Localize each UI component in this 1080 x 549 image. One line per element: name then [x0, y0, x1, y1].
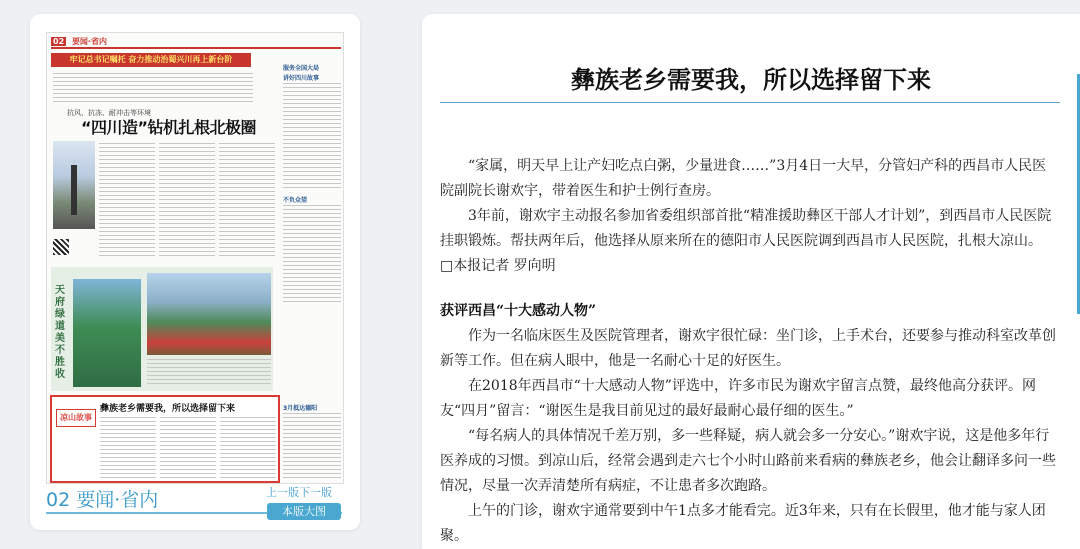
thumbnail-text-column — [99, 143, 155, 259]
thumbnail-right-head: 3月抵达德阳 — [283, 405, 318, 412]
thumbnail-masthead — [51, 35, 341, 49]
article-paragraph: 3年前，谢欢宇主动报名参加省委组织部首批“精准援助彝区干部人才计划”，到西昌市人民医院挂职锻炼。帮扶两年后，他选择从原来所在的德阳市人民医院调到西昌市人民医院，扎根大凉山。 — [440, 208, 1052, 249]
thumbnail-headline: “四川造”钻机扎根北极圈 — [81, 118, 257, 137]
thumbnail-text-column — [283, 83, 341, 189]
thumbnail-banner: 牢记总书记嘱托 奋力推动治蜀兴川再上新台阶 — [51, 53, 251, 67]
article-byline: □本报记者 罗向明 — [440, 258, 556, 274]
thumbnail-text-column — [283, 205, 341, 305]
article-paragraph: 作为一名临床医生及医院管理者，谢欢宇很忙碌：坐门诊，上手术台，还要参与推动科室改革创新等工作。但在病人眼中，他是一名耐心十足的好医生。 — [440, 328, 1056, 369]
thumbnail-subhead: 抗风、抗冻、耐冲击等环境 — [67, 109, 151, 117]
full-page-image-button[interactable]: 本版大图 — [267, 503, 341, 520]
thumbnail-text-column — [159, 143, 215, 259]
thumbnail-text-column — [147, 359, 271, 387]
thumbnail-section-name: 要闻·省内 — [71, 37, 107, 46]
article-paragraph: “家属，明天早上让产妇吃点白粥，少量进食……”3月4日一大早，分管妇产科的西昌市人民医院副院长谢欢宇，带着医生和护士例行查房。 — [440, 158, 1047, 199]
article-body — [440, 154, 1060, 549]
thumbnail-text-column — [53, 73, 253, 103]
article-title: 彝族老乡需要我，所以选择留下来 — [571, 66, 931, 94]
thumbnail-column-logo: 凉山故事 — [56, 409, 96, 427]
thumbnail-right-head: 不负众望 — [283, 197, 308, 204]
title-divider — [440, 102, 1060, 103]
thumbnail-right-head: 讲好四川故事 — [283, 75, 320, 82]
article-panel — [422, 14, 1080, 549]
next-page-link[interactable]: 下一版 — [299, 486, 332, 499]
article-paragraph: 在2018年西昌市“十大感动人物”评选中，许多市民为谢欢宇留言点赞，最终他高分获评。网友“四月”留言：“谢医生是我目前见过的最好最耐心最仔细的医生。” — [440, 378, 1036, 419]
thumbnail-text-column — [220, 417, 276, 479]
thumbnail-text-column — [100, 417, 156, 479]
article-paragraph: “每名病人的具体情况千差万别，多一些释疑，病人就会多一分安心。”谢欢宇说，这是他多年行医养成的习惯。到凉山后，经常会遇到走六七个小时山路前来看病的彝族老乡，他会让翻译多问一些情况，尽量一次弄清楚所有病症，不让患者多次跑路。 — [440, 428, 1056, 494]
thumbnail-vertical-title: 天府绿道美不胜收 — [55, 285, 65, 380]
article-paragraph: 上午的门诊，谢欢宇通常要到中午1点多才能看完。近3年来，只有在长假里，他才能与家人团聚。 — [440, 503, 1046, 544]
newspaper-page-thumbnail[interactable] — [46, 32, 344, 484]
thumbnail-right-head: 服务全国大局 — [283, 65, 320, 72]
thumbnail-selected-title: 彝族老乡需要我，所以选择留下来 — [100, 404, 236, 414]
thumbnail-text-column — [219, 143, 275, 259]
page-preview-card — [30, 14, 360, 530]
thumbnail-selected-article[interactable] — [50, 395, 280, 483]
thumbnail-qr-code — [53, 239, 69, 255]
thumbnail-photo-drill — [53, 141, 95, 229]
article-subtitle: 获评西昌“十大感动人物” — [440, 303, 597, 319]
thumbnail-page-number: 02 — [53, 37, 65, 46]
prev-page-link[interactable]: 上一版 — [266, 486, 299, 499]
thumbnail-text-column — [160, 417, 216, 479]
page-navigation — [266, 484, 332, 500]
page-section-title: 02 要闻·省内 — [46, 489, 159, 511]
thumbnail-text-column — [283, 413, 341, 479]
thumbnail-photo-lake — [147, 273, 271, 355]
thumbnail-photo-greenway — [73, 279, 141, 387]
